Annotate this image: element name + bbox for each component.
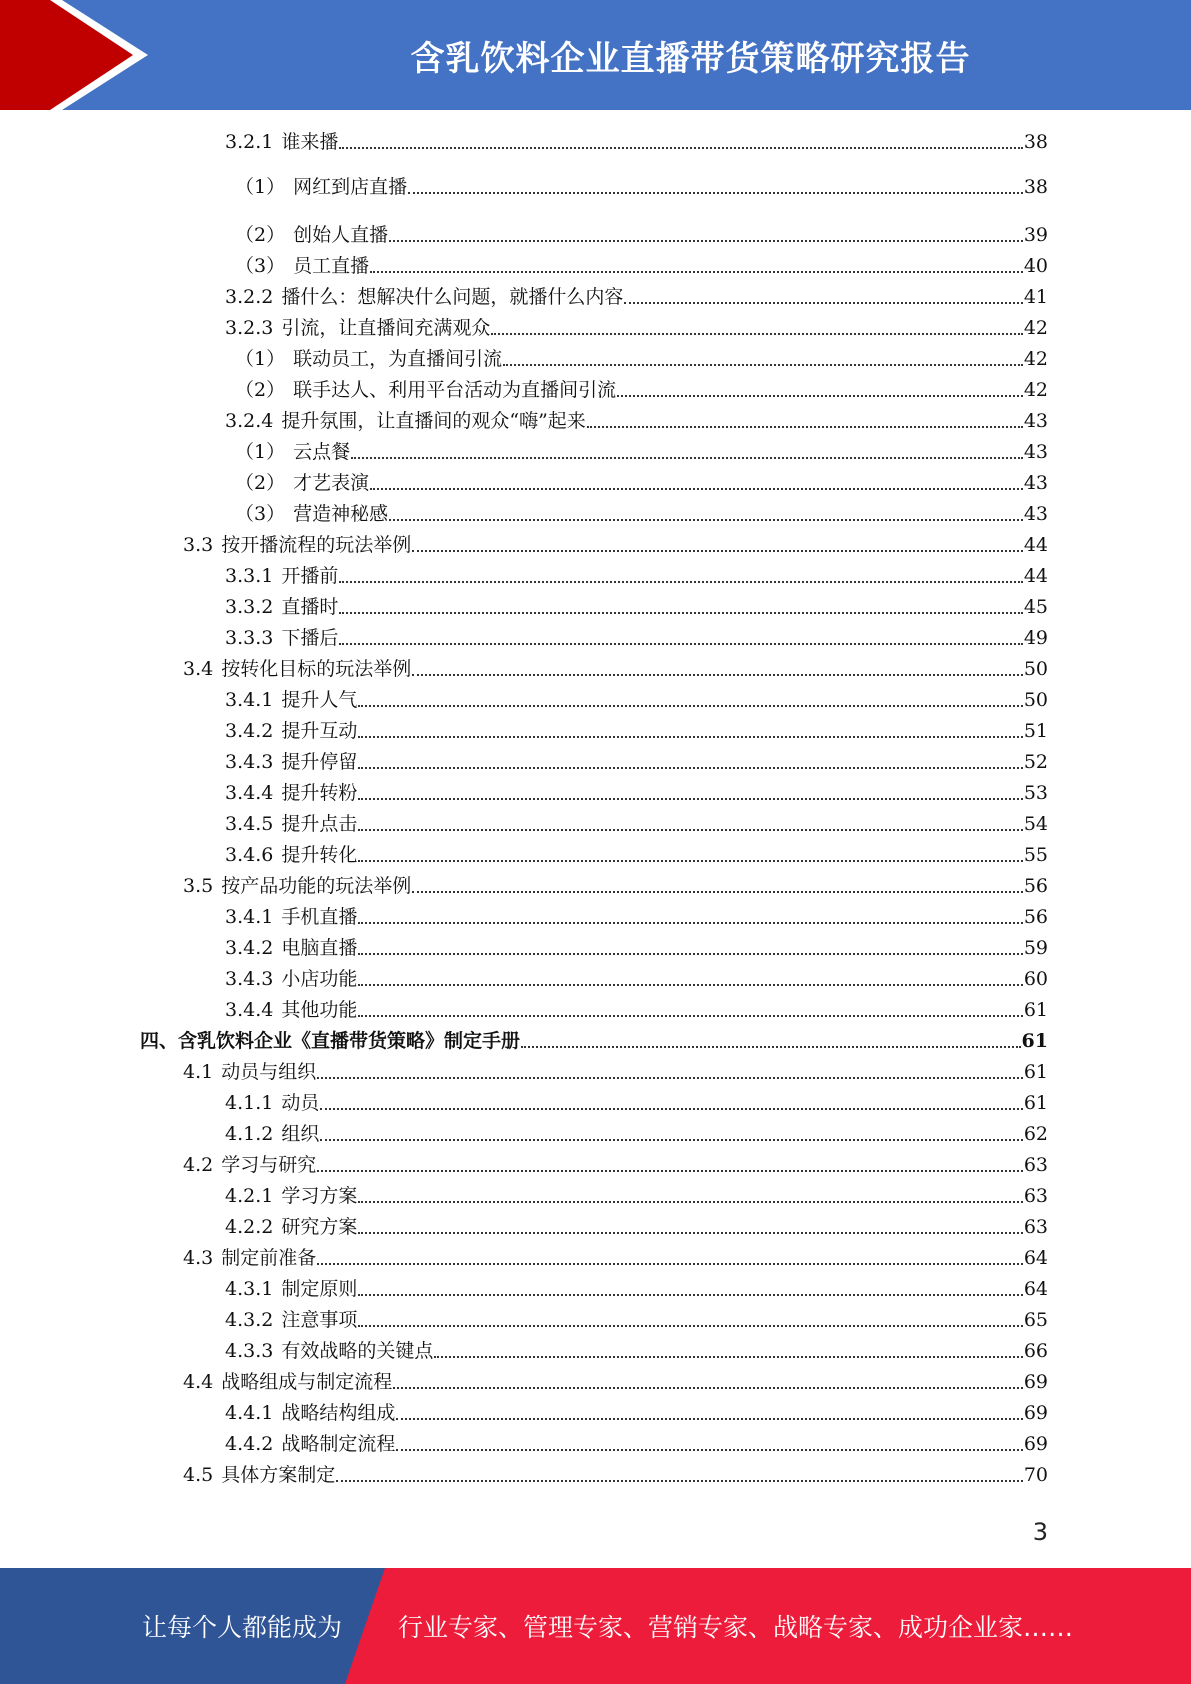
toc-entry-number: 3.2.4 bbox=[225, 410, 274, 432]
toc-entry-title: 提升转化 bbox=[281, 844, 358, 866]
toc-entry-number: 4.1 bbox=[183, 1061, 214, 1083]
toc-entry-title: 学习方案 bbox=[281, 1185, 358, 1207]
toc-entry[interactable] bbox=[225, 1181, 1048, 1211]
toc-entry[interactable] bbox=[225, 1398, 1048, 1428]
toc-entry-page: 49 bbox=[1023, 627, 1048, 649]
toc-entry-title: 按转化目标的玩法举例 bbox=[221, 658, 412, 680]
toc-dot-leader bbox=[339, 611, 1022, 614]
toc-entry-number: 3.2.3 bbox=[225, 317, 274, 339]
toc-entry[interactable] bbox=[183, 654, 1048, 684]
toc-entry[interactable] bbox=[183, 871, 1048, 901]
toc-entry-number: 4.1.2 bbox=[225, 1123, 274, 1145]
toc-entry-number: 4.2.2 bbox=[225, 1216, 274, 1238]
toc-entry[interactable] bbox=[183, 1150, 1048, 1180]
toc-entry-title: 战略结构组成 bbox=[281, 1402, 396, 1424]
toc-entry-number: 3.4.1 bbox=[225, 906, 274, 928]
toc-entry-title: 谁来播 bbox=[281, 131, 339, 153]
toc-entry-page: 38 bbox=[1023, 131, 1048, 153]
toc-entry-number: 4.1.1 bbox=[225, 1092, 274, 1114]
toc-entry[interactable] bbox=[225, 127, 1048, 157]
toc-entry-number: 3.3.2 bbox=[225, 596, 274, 618]
toc-entry-page: 61 bbox=[1021, 1030, 1048, 1052]
toc-entry-title: 员工直播 bbox=[293, 255, 370, 277]
toc-entry-number: 3.2.2 bbox=[225, 286, 274, 308]
toc-entry-number: （1） bbox=[235, 441, 286, 463]
toc-entry-title: 注意事项 bbox=[281, 1309, 358, 1331]
toc-entry[interactable] bbox=[235, 172, 1048, 202]
toc-entry-title: 下播后 bbox=[281, 627, 339, 649]
toc-entry-title: 研究方案 bbox=[281, 1216, 358, 1238]
toc-entry-number: （2） bbox=[235, 224, 286, 246]
toc-dot-leader bbox=[358, 766, 1022, 769]
toc-entry-number: 4.2 bbox=[183, 1154, 214, 1176]
toc-entry-page: 61 bbox=[1023, 1092, 1048, 1114]
toc-entry[interactable] bbox=[183, 1243, 1048, 1273]
toc-dot-leader bbox=[370, 487, 1023, 490]
toc-dot-leader bbox=[336, 1479, 1023, 1482]
toc-entry-title: 小店功能 bbox=[281, 968, 358, 990]
toc-entry-number: 3.4.1 bbox=[225, 689, 274, 711]
toc-entry[interactable] bbox=[183, 1057, 1048, 1087]
toc-entry-page: 53 bbox=[1023, 782, 1048, 804]
toc-entry[interactable] bbox=[225, 809, 1048, 839]
toc-entry-number: （1） bbox=[235, 176, 286, 198]
toc-entry-page: 61 bbox=[1023, 1061, 1048, 1083]
toc-dot-leader bbox=[358, 828, 1022, 831]
toc-dot-leader bbox=[317, 1076, 1023, 1079]
toc-entry[interactable] bbox=[235, 220, 1048, 250]
toc-entry-page: 55 bbox=[1023, 844, 1048, 866]
toc-entry[interactable] bbox=[235, 499, 1048, 529]
toc-entry[interactable] bbox=[225, 313, 1048, 343]
toc-entry-number: 4.4.1 bbox=[225, 1402, 274, 1424]
toc-dot-leader bbox=[491, 332, 1022, 335]
toc-entry-number: 3.3.3 bbox=[225, 627, 274, 649]
toc-entry[interactable] bbox=[225, 685, 1048, 715]
toc-entry-title: 其他功能 bbox=[281, 999, 358, 1021]
toc-entry-number: 4.3.3 bbox=[225, 1340, 274, 1362]
toc-entry-page: 70 bbox=[1023, 1464, 1048, 1486]
toc-entry-page: 50 bbox=[1023, 689, 1048, 711]
toc-dot-leader bbox=[434, 1355, 1022, 1358]
toc-entry-title: 手机直播 bbox=[281, 906, 358, 928]
toc-entry-page: 43 bbox=[1023, 503, 1048, 525]
toc-entry[interactable] bbox=[235, 468, 1048, 498]
toc-dot-leader bbox=[412, 890, 1023, 893]
toc-entry-page: 52 bbox=[1023, 751, 1048, 773]
toc-entry-title: 有效战略的关键点 bbox=[281, 1340, 434, 1362]
toc-entry-title: 动员与组织 bbox=[221, 1061, 317, 1083]
toc-entry[interactable] bbox=[225, 282, 1048, 312]
toc-entry-title: 组织 bbox=[281, 1123, 320, 1145]
toc-entry-title: 提升氛围，让直播间的观众“嗨”起来 bbox=[281, 410, 586, 432]
toc-entry[interactable] bbox=[225, 1429, 1048, 1459]
toc-dot-leader bbox=[587, 425, 1023, 428]
toc-entry[interactable] bbox=[235, 251, 1048, 281]
toc-dot-leader bbox=[408, 191, 1023, 194]
toc-entry-page: 41 bbox=[1023, 286, 1048, 308]
toc-dot-leader bbox=[358, 952, 1022, 955]
toc-dot-leader bbox=[370, 270, 1023, 273]
toc-dot-leader bbox=[396, 1448, 1022, 1451]
toc-dot-leader bbox=[617, 394, 1023, 397]
toc-entry-number: 4.4.2 bbox=[225, 1433, 274, 1455]
toc-entry[interactable] bbox=[225, 933, 1048, 963]
toc-entry[interactable] bbox=[183, 1460, 1048, 1490]
toc-dot-leader bbox=[320, 1107, 1022, 1110]
toc-entry-page: 69 bbox=[1023, 1402, 1048, 1424]
toc-entry-page: 42 bbox=[1023, 348, 1048, 370]
toc-entry-title: 制定原则 bbox=[281, 1278, 358, 1300]
toc-entry-number: 3.4.6 bbox=[225, 844, 274, 866]
toc-entry-page: 38 bbox=[1023, 176, 1048, 198]
toc-dot-leader bbox=[624, 301, 1022, 304]
toc-dot-leader bbox=[521, 1045, 1021, 1048]
footer-slogan-right: 行业专家、管理专家、营销专家、战略专家、成功企业家…… bbox=[398, 1613, 1074, 1642]
toc-entry-number: 4.3.1 bbox=[225, 1278, 274, 1300]
toc-entry-title: 战略制定流程 bbox=[281, 1433, 396, 1455]
toc-entry[interactable] bbox=[225, 1274, 1048, 1304]
toc-entry-number: 3.5 bbox=[183, 875, 214, 897]
toc-dot-leader bbox=[393, 1386, 1023, 1389]
toc-entry[interactable] bbox=[225, 406, 1048, 436]
toc-entry-title: 战略组成与制定流程 bbox=[221, 1371, 393, 1393]
toc-entry-page: 62 bbox=[1023, 1123, 1048, 1145]
toc-dot-leader bbox=[358, 921, 1022, 924]
toc-dot-leader bbox=[358, 797, 1022, 800]
toc-entry-title: 营造神秘感 bbox=[293, 503, 389, 525]
toc-entry-number: 3.3.1 bbox=[225, 565, 274, 587]
toc-entry-title: 按开播流程的玩法举例 bbox=[221, 534, 412, 556]
toc-entry-title: 提升人气 bbox=[281, 689, 358, 711]
toc-entry-page: 65 bbox=[1023, 1309, 1048, 1331]
toc-entry-page: 43 bbox=[1023, 472, 1048, 494]
toc-entry-number: 3.2.1 bbox=[225, 131, 274, 153]
toc-entry-page: 44 bbox=[1023, 565, 1048, 587]
toc-entry-page: 50 bbox=[1023, 658, 1048, 680]
toc-entry-page: 69 bbox=[1023, 1433, 1048, 1455]
toc-entry[interactable] bbox=[225, 561, 1048, 591]
toc-entry-title: 联手达人、利用平台活动为直播间引流 bbox=[293, 379, 617, 401]
toc-entry-page: 45 bbox=[1023, 596, 1048, 618]
toc-entry-number: （3） bbox=[235, 255, 286, 277]
toc-dot-leader bbox=[389, 518, 1023, 521]
toc-entry-number: 3.4.2 bbox=[225, 937, 274, 959]
toc-dot-leader bbox=[358, 735, 1022, 738]
toc-entry-page: 43 bbox=[1023, 410, 1048, 432]
toc-dot-leader bbox=[320, 1138, 1022, 1141]
toc-dot-leader bbox=[339, 146, 1022, 149]
toc-entry[interactable] bbox=[225, 592, 1048, 622]
toc-entry[interactable] bbox=[225, 1305, 1048, 1335]
toc-entry-number: 4.5 bbox=[183, 1464, 214, 1486]
toc-entry-page: 42 bbox=[1023, 379, 1048, 401]
toc-entry-page: 54 bbox=[1023, 813, 1048, 835]
toc-entry-page: 64 bbox=[1023, 1247, 1048, 1269]
toc-dot-leader bbox=[317, 1169, 1023, 1172]
toc-entry-title: 联动员工，为直播间引流 bbox=[293, 348, 503, 370]
toc-entry-number: 4.2.1 bbox=[225, 1185, 274, 1207]
toc-dot-leader bbox=[358, 859, 1022, 862]
toc-dot-leader bbox=[358, 1200, 1022, 1203]
toc-entry-page: 59 bbox=[1023, 937, 1048, 959]
toc-entry-number: （2） bbox=[235, 379, 286, 401]
toc-entry[interactable] bbox=[225, 902, 1048, 932]
toc-dot-leader bbox=[358, 1324, 1022, 1327]
toc-entry[interactable] bbox=[225, 716, 1048, 746]
toc-entry[interactable] bbox=[235, 344, 1048, 374]
toc-entry-page: 56 bbox=[1023, 906, 1048, 928]
footer-slogan-left: 让每个人都能成为 bbox=[142, 1613, 343, 1642]
toc-entry[interactable] bbox=[225, 840, 1048, 870]
toc-entry-number: 4.3 bbox=[183, 1247, 214, 1269]
toc-dot-leader bbox=[351, 456, 1023, 459]
toc-entry-title: 开播前 bbox=[281, 565, 339, 587]
toc-entry-title: 提升点击 bbox=[281, 813, 358, 835]
toc-dot-leader bbox=[358, 983, 1022, 986]
toc-entry-number: （3） bbox=[235, 503, 286, 525]
toc-entry[interactable] bbox=[225, 995, 1048, 1025]
toc-entry[interactable] bbox=[140, 1026, 1048, 1056]
toc-entry-title: 提升转粉 bbox=[281, 782, 358, 804]
toc-entry-title: 云点餐 bbox=[293, 441, 351, 463]
page-number: 3 bbox=[1032, 1518, 1048, 1546]
toc-dot-leader bbox=[412, 549, 1023, 552]
toc-entry-number: 4.4 bbox=[183, 1371, 214, 1393]
toc-entry-page: 63 bbox=[1023, 1154, 1048, 1176]
document-title: 含乳饮料企业直播带货策略研究报告 bbox=[410, 38, 971, 79]
toc-dot-leader bbox=[358, 704, 1022, 707]
toc-entry-number: 3.4.4 bbox=[225, 999, 274, 1021]
toc-entry-number: 3.4 bbox=[183, 658, 214, 680]
toc-entry[interactable] bbox=[225, 1212, 1048, 1242]
toc-entry-title: 含乳饮料企业《直播带货策略》制定手册 bbox=[178, 1030, 521, 1052]
toc-entry-page: 64 bbox=[1023, 1278, 1048, 1300]
toc-entry-page: 43 bbox=[1023, 441, 1048, 463]
toc-entry-title: 制定前准备 bbox=[221, 1247, 317, 1269]
toc-entry-page: 40 bbox=[1023, 255, 1048, 277]
toc-entry-page: 63 bbox=[1023, 1216, 1048, 1238]
toc-entry-title: 动员 bbox=[281, 1092, 320, 1114]
toc-entry[interactable] bbox=[225, 1336, 1048, 1366]
toc-dot-leader bbox=[389, 239, 1023, 242]
toc-entry-title: 直播时 bbox=[281, 596, 339, 618]
toc-dot-leader bbox=[358, 1293, 1022, 1296]
toc-entry-page: 69 bbox=[1023, 1371, 1048, 1393]
toc-entry-page: 56 bbox=[1023, 875, 1048, 897]
toc-entry-title: 才艺表演 bbox=[293, 472, 370, 494]
toc-entry[interactable] bbox=[225, 1088, 1048, 1118]
toc-entry-page: 66 bbox=[1023, 1340, 1048, 1362]
toc-entry-title: 网红到店直播 bbox=[293, 176, 408, 198]
toc-dot-leader bbox=[358, 1014, 1022, 1017]
toc-dot-leader bbox=[503, 363, 1023, 366]
toc-entry-number: 3.4.5 bbox=[225, 813, 274, 835]
toc-dot-leader bbox=[339, 642, 1022, 645]
toc-entry-title: 提升互动 bbox=[281, 720, 358, 742]
toc-dot-leader bbox=[412, 673, 1023, 676]
page-footer bbox=[0, 1568, 1191, 1684]
toc-entry-title: 电脑直播 bbox=[281, 937, 358, 959]
toc-entry-number: （2） bbox=[235, 472, 286, 494]
toc-entry-page: 63 bbox=[1023, 1185, 1048, 1207]
toc-entry-title: 引流，让直播间充满观众 bbox=[281, 317, 491, 339]
toc-entry[interactable] bbox=[225, 623, 1048, 653]
toc-entry[interactable] bbox=[235, 437, 1048, 467]
toc-entry-number: （1） bbox=[235, 348, 286, 370]
toc-entry-page: 42 bbox=[1023, 317, 1048, 339]
toc-entry-page: 44 bbox=[1023, 534, 1048, 556]
toc-entry-number: 3.3 bbox=[183, 534, 214, 556]
toc-entry-page: 51 bbox=[1023, 720, 1048, 742]
toc-entry[interactable] bbox=[183, 530, 1048, 560]
toc-entry-number: 3.4.3 bbox=[225, 751, 274, 773]
toc-entry-title: 按产品功能的玩法举例 bbox=[221, 875, 412, 897]
toc-entry[interactable] bbox=[225, 778, 1048, 808]
toc-entry-title: 播什么：想解决什么问题，就播什么内容 bbox=[281, 286, 624, 308]
toc-entry-number: 四、 bbox=[140, 1030, 179, 1052]
toc-entry[interactable] bbox=[235, 375, 1048, 405]
toc-entry-number: 3.4.4 bbox=[225, 782, 274, 804]
toc-entry[interactable] bbox=[225, 964, 1048, 994]
toc-dot-leader bbox=[396, 1417, 1022, 1420]
toc-dot-leader bbox=[317, 1262, 1023, 1265]
toc-entry-page: 60 bbox=[1023, 968, 1048, 990]
toc-dot-leader bbox=[339, 580, 1022, 583]
toc-entry-title: 提升停留 bbox=[281, 751, 358, 773]
toc-entry-title: 具体方案制定 bbox=[221, 1464, 336, 1486]
toc-entry-number: 3.4.3 bbox=[225, 968, 274, 990]
toc-entry[interactable] bbox=[225, 747, 1048, 777]
toc-entry-number: 3.4.2 bbox=[225, 720, 274, 742]
toc-entry-title: 创始人直播 bbox=[293, 224, 389, 246]
toc-entry-page: 61 bbox=[1023, 999, 1048, 1021]
toc-entry-page: 39 bbox=[1023, 224, 1048, 246]
toc-dot-leader bbox=[358, 1231, 1022, 1234]
toc-entry-number: 4.3.2 bbox=[225, 1309, 274, 1331]
toc-entry[interactable] bbox=[225, 1119, 1048, 1149]
toc-entry-title: 学习与研究 bbox=[221, 1154, 317, 1176]
toc-entry[interactable] bbox=[183, 1367, 1048, 1397]
